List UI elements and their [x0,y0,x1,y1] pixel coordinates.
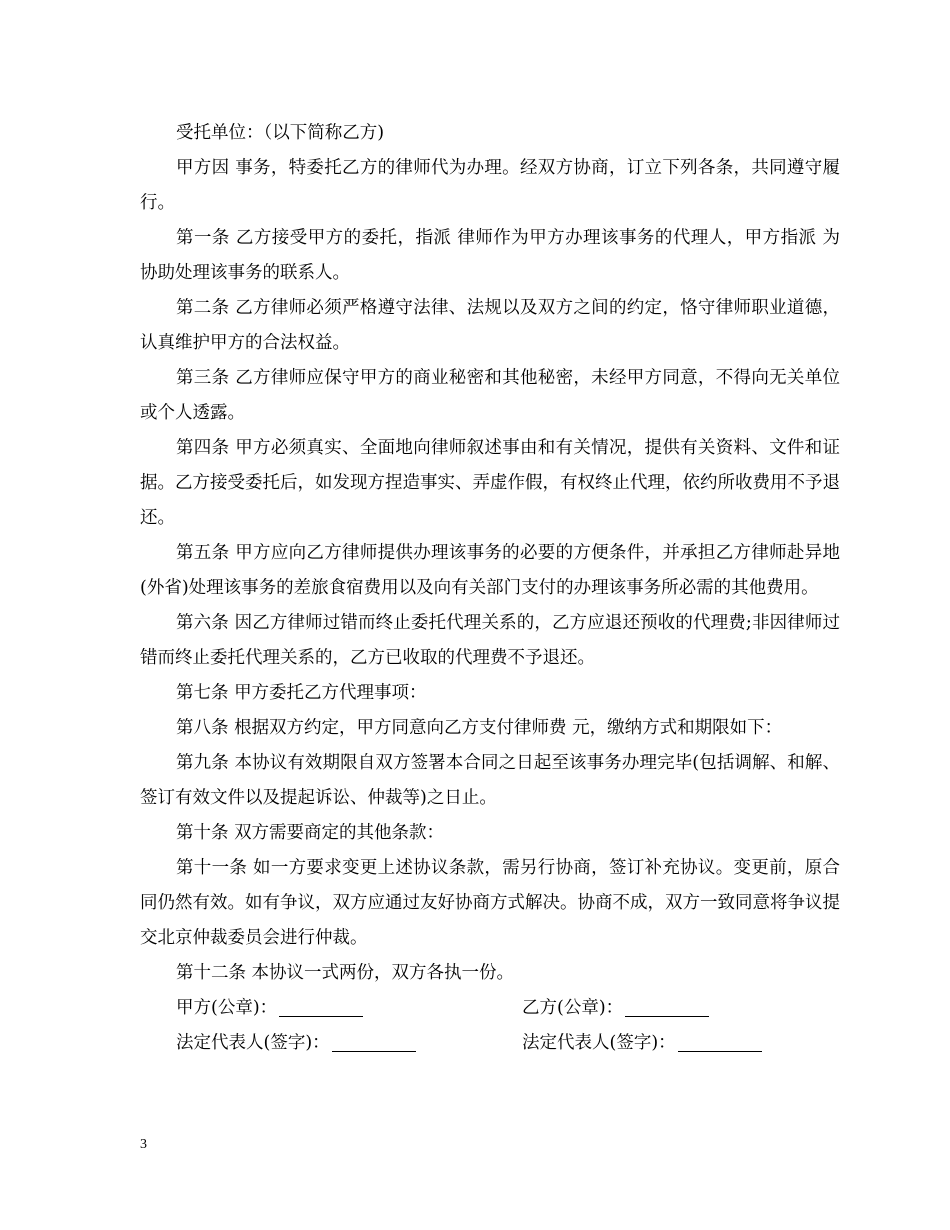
representative-signature-row [140,1026,840,1061]
party-a-rep-blank [332,1029,416,1052]
article-6: 第六条 因乙方律师过错而终止委托代理关系的，乙方应退还预收的代理费;非因律师过错而终止委托代理关系的，乙方已收取的代理费不予退还。 [140,613,840,668]
article-10: 第十条 双方需要商定的其他条款： [176,823,445,843]
article-7: 第七条 甲方委托乙方代理事项： [176,683,427,703]
party-b-rep-blank [678,1029,762,1052]
article-1: 第一条 乙方接受甲方的委托，指派 律师作为甲方办理该事务的代理人，甲方指派 为协助处理该事务的联系人。 [140,228,840,283]
party-a-seal-label: 甲方(公章)： [176,998,278,1018]
article-5: 第五条 甲方应向乙方律师提供办理该事务的必要的方便条件，并承担乙方律师赴异地(外省)处理该事务的差旅食宿费用以及向有关部门支付的办理该事务所必需的其他费用。 [140,543,840,598]
party-b-seal-label: 乙方(公章)： [522,998,624,1018]
seal-signature-row [140,991,840,1026]
article-8: 第八条 根据双方约定，甲方同意向乙方支付律师费 元，缴纳方式和期限如下： [176,718,783,738]
page-number: 3 [140,1137,147,1152]
party-a-rep-label: 法定代表人(签字)： [176,1033,330,1053]
article-9: 第九条 本协议有效期限自双方签署本合同之日起至该事务办理完毕(包括调解、和解、签订有效文件以及提起诉讼、仲裁等)之日止。 [140,753,840,808]
party-b-representative [522,1026,762,1061]
contract-body [140,116,840,1061]
party-b-rep-label: 法定代表人(签字)： [522,1033,676,1053]
article-11: 第十一条 如一方要求变更上述协议条款，需另行协商，签订补充协议。变更前，原合同仍然有效。如有争议，双方应通过友好协商方式解决。协商不成，双方一致同意将争议提交北京仲裁委员会进行仲裁。 [140,858,840,948]
party-b-seal-blank [625,994,709,1017]
article-12: 第十二条 本协议一式两份，双方各执一份。 [176,963,515,983]
party-a-seal [176,991,363,1026]
paragraph-entrusted-unit: 受托单位：（以下简称乙方) [176,123,385,143]
party-b-seal [522,991,709,1026]
article-2: 第二条 乙方律师必须严格遵守法律、法规以及双方之间的约定，恪守律师职业道德，认真维护甲方的合法权益。 [140,298,840,353]
party-a-seal-blank [279,994,363,1017]
article-3: 第三条 乙方律师应保守甲方的商业秘密和其他秘密，未经甲方同意，不得向无关单位或个人透露。 [140,368,840,423]
party-a-representative [176,1026,416,1061]
article-4: 第四条 甲方必须真实、全面地向律师叙述事由和有关情况，提供有关资料、文件和证据。乙方接受委托后，如发现方捏造事实、弄虚作假，有权终止代理，依约所收费用不予退还。 [140,438,840,528]
paragraph-intro: 甲方因 事务，特委托乙方的律师代为办理。经双方协商，订立下列各条，共同遵守履行。 [140,158,840,213]
